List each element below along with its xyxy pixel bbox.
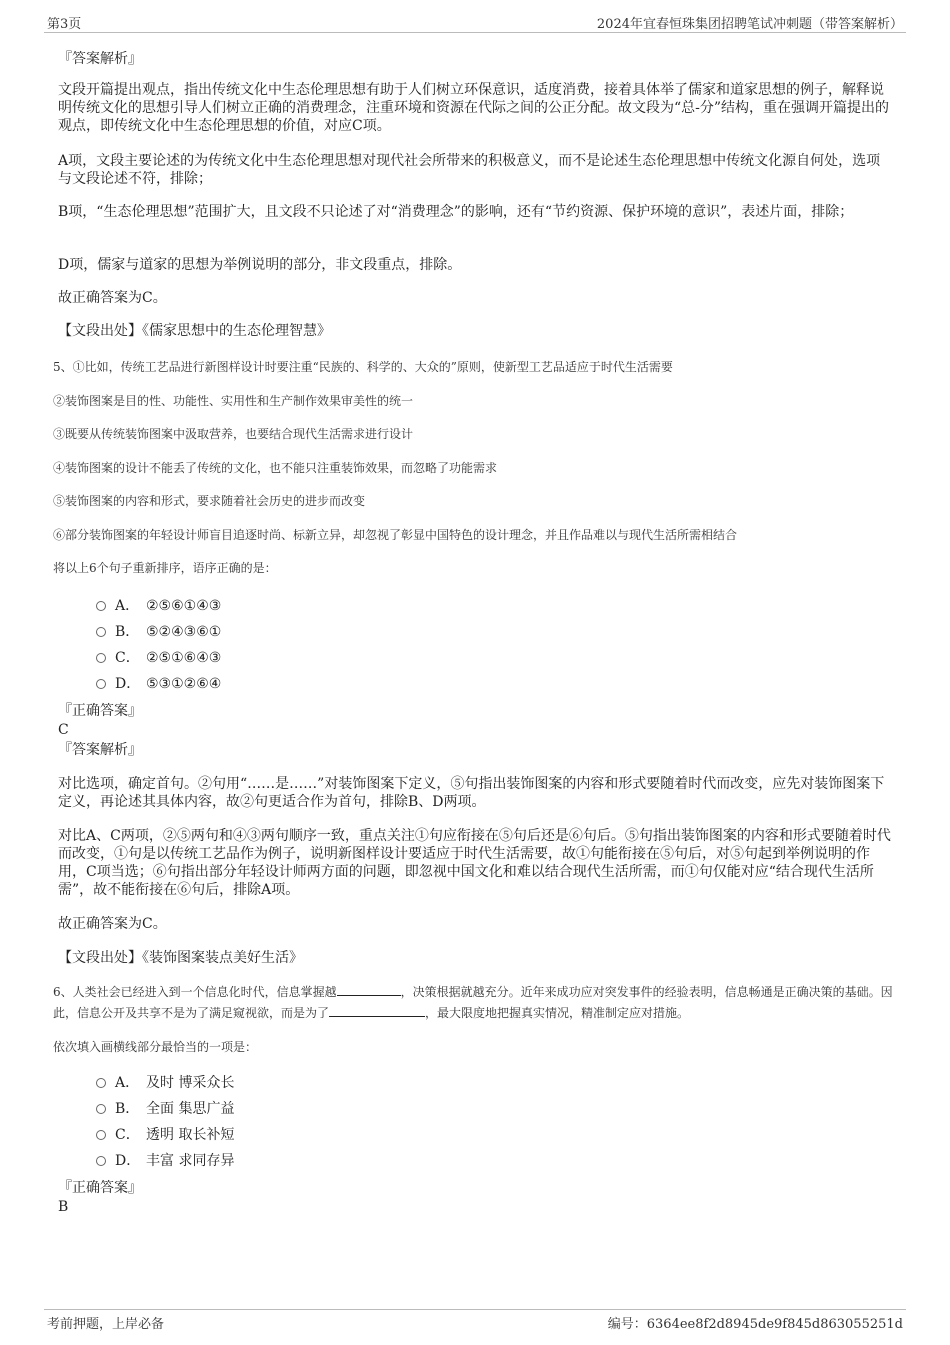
fill-blank-2 xyxy=(329,1004,425,1017)
option-b[interactable]: B． 全面 集思广益 xyxy=(96,1100,234,1118)
source-citation: 【文段出处】《儒家思想中的生态伦理智慧》 xyxy=(58,323,331,339)
analysis-paragraph: 文段开篇提出观点，指出传统文化中生态伦理思想有助于人们树立环保意识，适度消费，接着具体举了儒家和道家思想的例子，解释说明传统文化的思想引导人们树立正确的消费理念，注重环境和资源在代际之间的公正分配。故文段为“总-分”结构，重在强调开篇提出的观点，即传统文化中生态伦理思想的价值，对应C项。 xyxy=(58,82,890,134)
question-5-sentence: ⑤装饰图案的内容和形式，要求随着社会历史的进步而改变 xyxy=(53,494,366,508)
footer-divider xyxy=(44,1309,906,1310)
source-citation: 【文段出处】《装饰图案装点美好生活》 xyxy=(58,950,303,966)
option-a[interactable]: A． 及时 博采众长 xyxy=(96,1074,234,1092)
analysis-paragraph: D项，儒家与道家的思想为举例说明的部分，非文段重点，排除。 xyxy=(58,257,462,273)
question-5-sentence: ④装饰图案的设计不能丢了传统的文化，也不能只注重装饰效果，而忽略了功能需求 xyxy=(53,461,498,475)
question-6-prompt: 依次填入画横线部分最恰当的一项是： xyxy=(53,1040,258,1054)
fill-blank-1 xyxy=(337,983,401,996)
radio-icon[interactable] xyxy=(96,1078,106,1088)
footer-slogan: 考前押题，上岸必备 xyxy=(47,1317,165,1332)
analysis-paragraph: B项，“生态伦理思想”范围扩大，且文段不只论述了对“消费理念”的影响，还有“节约资源、保护环境的意识”，表述片面，排除； xyxy=(58,204,854,220)
option-d[interactable]: D． ⑤③①②⑥④ xyxy=(96,675,221,693)
page-number: 第3页 xyxy=(47,17,82,32)
answer-label: 『正确答案』 xyxy=(58,1180,142,1196)
option-d[interactable]: D． 丰富 求同存异 xyxy=(96,1152,234,1170)
answer-value: C xyxy=(58,722,69,738)
option-b[interactable]: B． ⑤②④③⑥① xyxy=(96,623,221,641)
option-a[interactable]: A． ②⑤⑥①④③ xyxy=(96,597,221,615)
option-c[interactable]: C． 透明 取长补短 xyxy=(96,1126,234,1144)
analysis-conclusion: 故正确答案为C。 xyxy=(58,290,167,306)
analysis-paragraph: 对比选项，确定首句。②句用“……是……”对装饰图案下定义，⑤句指出装饰图案的内容和形式要随着时代而改变，应先对装饰图案下定义，再论述其具体内容，故②句更适合作为首句，排除B、D两项。 xyxy=(58,776,885,810)
question-6-stem: 6、人类社会已经进入到一个信息化时代，信息掌握越 ，决策根据就越充分。近年来成功应对突发事件的经验表明，信息畅通是正确决策的基础。因此，信息公开及共享不是为了满足窥视欲，而是为了 ，最大限度地把握真实情况，精准制定应对措施。 xyxy=(53,985,893,1020)
analysis-label: 『答案解析』 xyxy=(58,51,142,67)
answer-value: B xyxy=(58,1199,69,1215)
question-5-stem: 将以上6个句子重新排序，语序正确的是： xyxy=(53,561,277,575)
analysis-paragraph: A项，文段主要论述的为传统文化中生态伦理思想对现代社会所带来的积极意义，而不是论述生态伦理思想中传统文化源自何处，选项与文段论述不符，排除； xyxy=(58,153,881,187)
radio-icon[interactable] xyxy=(96,627,106,637)
analysis-conclusion: 故正确答案为C。 xyxy=(58,916,167,932)
radio-icon[interactable] xyxy=(96,1130,106,1140)
radio-icon[interactable] xyxy=(96,679,106,689)
radio-icon[interactable] xyxy=(96,1156,106,1166)
question-5-sentence: 5、①比如，传统工艺品进行新图样设计时要注重“民族的、科学的、大众的”原则，使新型工艺品适应于时代生活需要 xyxy=(53,360,673,374)
question-5-sentence: ③既要从传统装饰图案中汲取营养，也要结合现代生活需求进行设计 xyxy=(53,427,414,441)
radio-icon[interactable] xyxy=(96,601,106,611)
document-id: 编号：6364ee8f2d8945de9f845d863055251d xyxy=(607,1317,903,1332)
header-divider xyxy=(44,32,906,33)
option-c[interactable]: C． ②⑤①⑥④③ xyxy=(96,649,221,667)
question-5-sentence: ②装饰图案是目的性、功能性、实用性和生产制作效果审美性的统一 xyxy=(53,394,414,408)
radio-icon[interactable] xyxy=(96,1104,106,1114)
analysis-paragraph: 对比A、C两项，②⑤两句和④③两句顺序一致，重点关注①句应衔接在⑤句后还是⑥句后。⑤句指出装饰图案的内容和形式要随着时代而改变，①句是以传统工艺品作为例子，说明新图样设计要适应于时代生活需要，故①句能衔接在⑤句后，对⑤句起到举例说明的作用，C项当选；⑥句指出部分年轻设计师两方面的问题，即忽视中国文化和难以结合现代生活所需，而①句仅能对应“结合现代生活所需”，故不能衔接在⑥句后，排除A项。 xyxy=(58,828,891,898)
radio-icon[interactable] xyxy=(96,653,106,663)
question-5-sentence: ⑥部分装饰图案的年轻设计师盲目追逐时尚、标新立异，却忽视了彰显中国特色的设计理念，并且作品难以与现代生活所需相结合 xyxy=(53,528,738,542)
answer-label: 『正确答案』 xyxy=(58,703,142,719)
document-title: 2024年宜春恒珠集团招聘笔试冲刺题（带答案解析） xyxy=(596,17,903,32)
analysis-label: 『答案解析』 xyxy=(58,742,142,758)
